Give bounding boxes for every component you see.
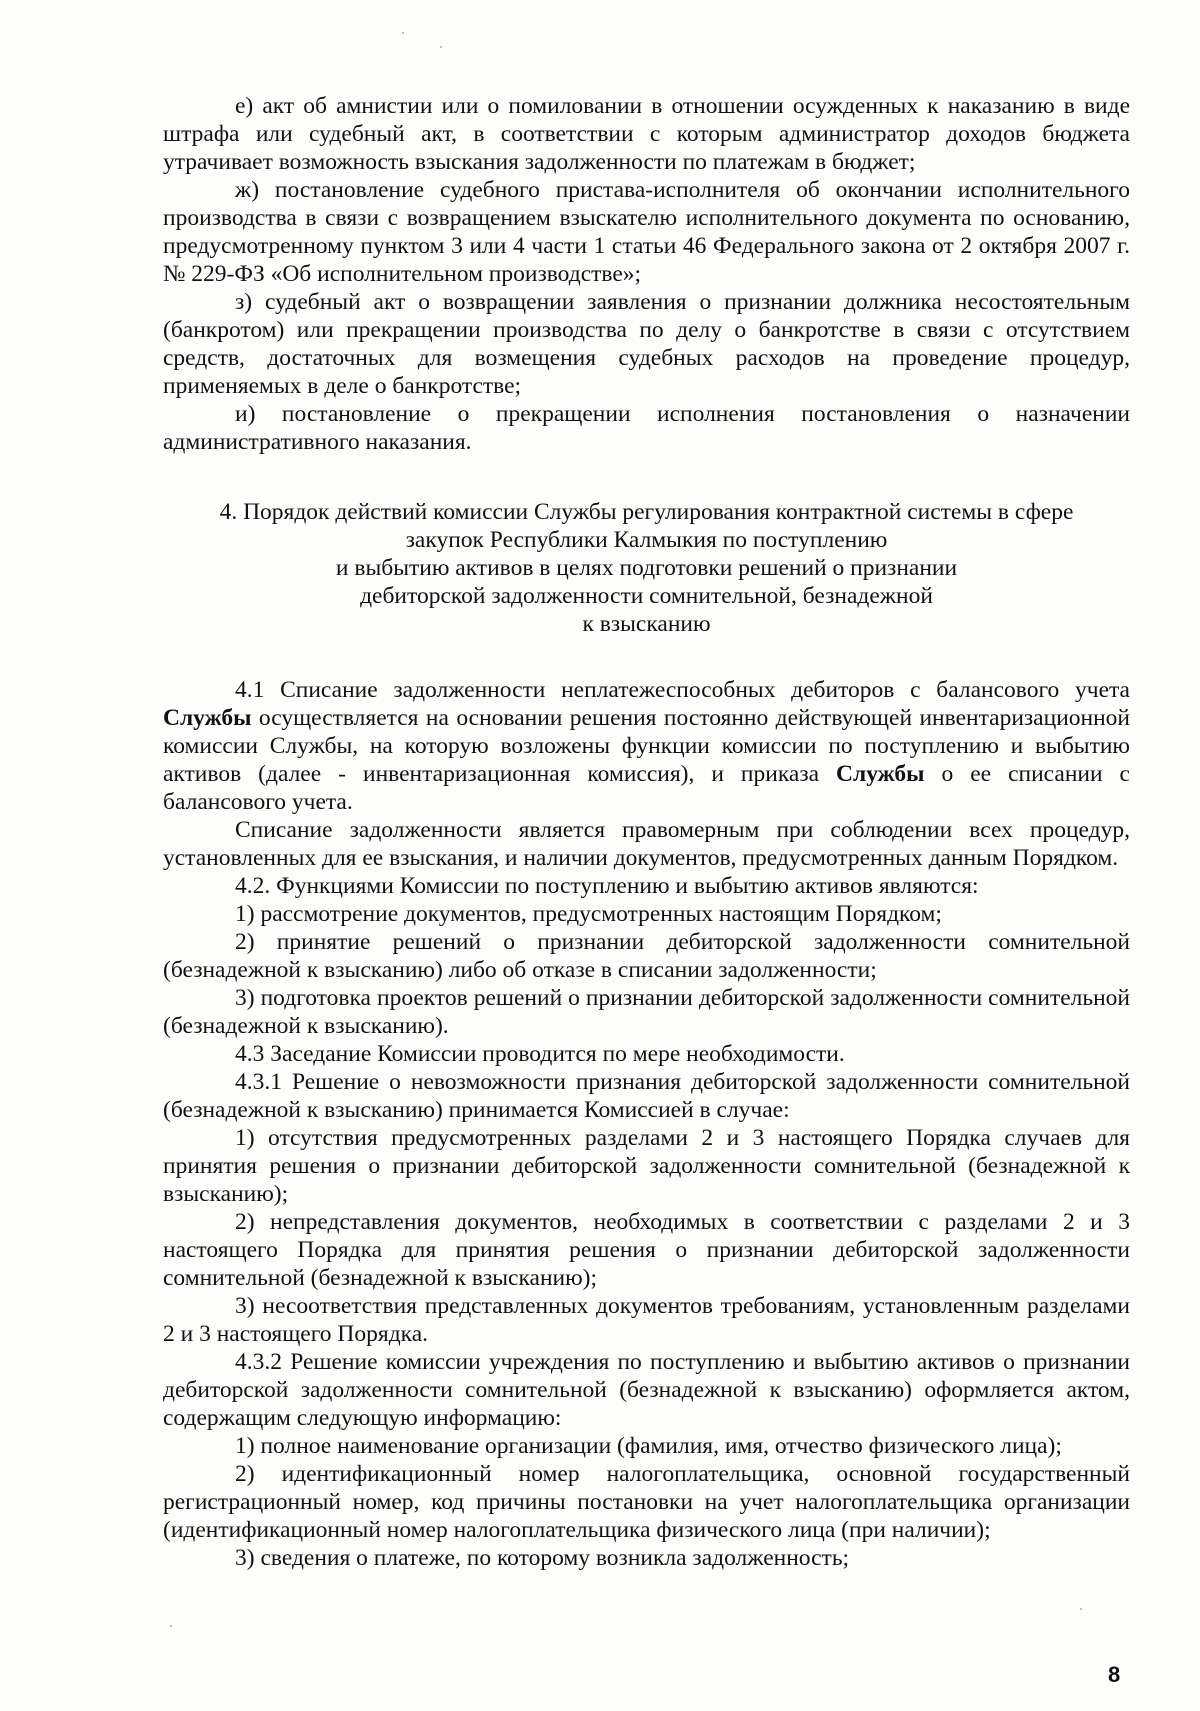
paragraph-item-z: з) судебный акт о возвращении заявления о признании должника несостоятельным (банкротом) или прекращении производства по делу о банкротстве в связи с отсутствием средств, достаточных для возмещения судебных расходов на проведение процедур, применяемых в деле о банкротстве; [163, 289, 1130, 399]
document-body [163, 92, 1130, 1572]
list-item-4-3-2-1: 1) полное наименование организации (фамилия, имя, отчество физического лица); [235, 1433, 1062, 1459]
heading-line: дебиторской задолженности сомнительной, безнадежной [360, 583, 933, 609]
list-item-4-2-3: 3) подготовка проектов решений о признании дебиторской задолженности сомнительной (безнадежной к взысканию). [163, 985, 1130, 1039]
scan-speck [440, 46, 442, 48]
paragraph-4-3: 4.3 Заседание Комиссии проводится по мере необходимости. [235, 1041, 845, 1067]
text-span: осуществляется на основании решения постоянно действующей инвентаризационной комиссии Службы, на которую возложены функции комиссии по поступлению и выбытию активов (далее - инвентаризационная комиссия), и приказа [163, 705, 1130, 787]
list-item-4-3-2-3: 3) сведения о платеже, по которому возникла задолженность; [235, 1545, 850, 1571]
heading-line: 4. Порядок действий комиссии Службы регулирования контрактной системы в сфере [219, 499, 1074, 525]
heading-line: к взысканию [582, 611, 711, 637]
heading-line: и выбытию активов в целях подготовки решений о признании [335, 555, 958, 581]
list-item-4-3-1-3: 3) несоответствия представленных документов требованиям, установленным разделами 2 и 3 настоящего Порядка. [163, 1293, 1130, 1347]
list-item-4-3-1-1: 1) отсутствия предусмотренных разделами 2 и 3 настоящего Порядка случаев для принятия решения о признании дебиторской задолженности сомнительной (безнадежной к взысканию); [163, 1125, 1130, 1207]
scan-speck [1080, 1608, 1082, 1610]
paragraph-item-zh: ж) постановление судебного пристава-исполнителя об окончании исполнительного производства в связи с возвращением взыскателю исполнительного документа по основанию, предусмотренному пунктом 3 или 4 части 1 статьи 46 Федерального закона от 2 октября 2007 г. № 229-ФЗ «Об исполнительном производстве»; [163, 177, 1130, 287]
paragraph-4-3-1: 4.3.1 Решение о невозможности признания дебиторской задолженности сомнительной (безнадежной к взысканию) принимается Комиссией в случае: [163, 1069, 1130, 1123]
scan-speck [170, 1625, 172, 1627]
list-item-4-3-2-2: 2) идентификационный номер налогоплательщика, основной государственный регистрационный номер, код причины постановки на учет налогоплательщика организации (идентификационный номер налогоплательщика физического лица (при наличии); [163, 1461, 1130, 1543]
scan-speck [402, 32, 404, 34]
paragraph-item-i: и) постановление о прекращении исполнения постановления о назначении административного наказания. [163, 401, 1130, 455]
bold-service-name: Службы [163, 705, 252, 731]
text-span: 4.1 Списание задолженности неплатежеспособных дебиторов с балансового учета [235, 677, 1130, 703]
paragraph-4-3-2: 4.3.2 Решение комиссии учреждения по поступлению и выбытию активов о признании дебиторской задолженности сомнительной (безнадежной к взысканию) оформляется актом, содержащим следующую информацию: [163, 1349, 1130, 1431]
list-item-4-2-2: 2) принятие решений о признании дебиторской задолженности сомнительной (безнадежной к взысканию) либо об отказе в списании задолженности; [163, 929, 1130, 983]
paragraph-4-1 [163, 676, 1130, 816]
paragraph-item-e: е) акт об амнистии или о помиловании в отношении осужденных к наказанию в виде штрафа или судебный акт, в соответствии с которым администратор доходов бюджета утрачивает возможность взыскания задолженности по платежам в бюджет; [163, 93, 1130, 175]
heading-line: закупок Республики Калмыкия по поступлению [405, 527, 888, 553]
page-number: 8 [1108, 1662, 1121, 1687]
text-span: о ее списании с балансового учета. [163, 761, 1130, 815]
paragraph-writeoff-legality: Списание задолженности является правомерным при соблюдении всех процедур, установленных для ее взыскания, и наличии документов, предусмотренных данным Порядком. [163, 817, 1130, 871]
list-item-4-3-1-2: 2) непредставления документов, необходимых в соответствии с разделами 2 и 3 настоящего Порядка для принятия решения о признании дебиторской задолженности сомнительной (безнадежной к взысканию); [163, 1209, 1130, 1291]
bold-service-name: Службы [836, 761, 925, 787]
paragraph-4-2: 4.2. Функциями Комиссии по поступлению и выбытию активов являются: [235, 873, 979, 899]
section-4-heading [163, 498, 1130, 638]
list-item-4-2-1: 1) рассмотрение документов, предусмотренных настоящим Порядком; [235, 901, 942, 927]
